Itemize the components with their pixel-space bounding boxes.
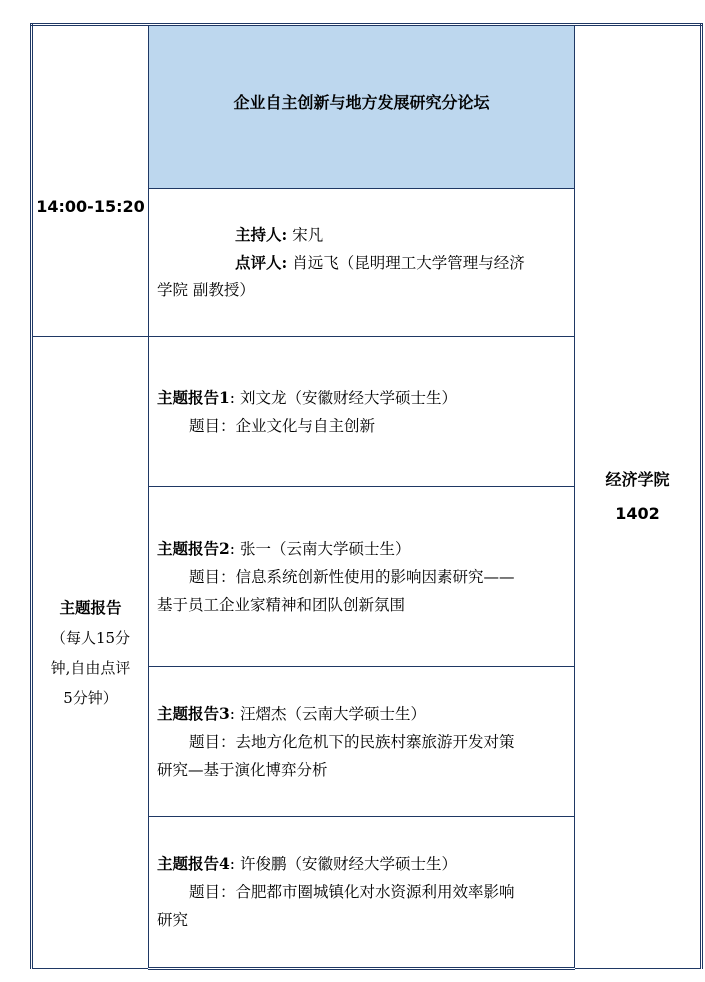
- host-label: 主持人: [235, 225, 282, 244]
- section-note-3: 5分钟）: [63, 688, 118, 707]
- schedule-table: [30, 23, 703, 970]
- report-4: [149, 817, 575, 969]
- room-name: 经济学院: [605, 470, 670, 489]
- report-2-head: 主题报告2: 张一（云南大学硕士生）: [157, 538, 411, 558]
- section-title: 主题报告: [59, 597, 122, 617]
- report-3-topic: 题目：去地方化危机下的民族村寨旅游开发对策: [189, 732, 515, 751]
- report-2: [149, 487, 575, 667]
- report-2-speaker: 张一（云南大学硕士生）: [239, 539, 411, 558]
- report-3-head: 主题报告3: 汪熠杰（云南大学硕士生）: [157, 703, 426, 723]
- report-4-speaker: 许俊鹏（安徽财经大学硕士生）: [239, 855, 457, 873]
- report-3-topic-cont: 研究—基于演化博弈分析: [157, 760, 328, 779]
- room-number: 1402: [615, 504, 660, 523]
- host-cell: [149, 189, 575, 337]
- session-title-text: 企业自主创新与地方发展研究分论坛: [233, 92, 490, 112]
- report-1-topic: 题目：企业文化与自主创新: [189, 416, 376, 435]
- section-note-2: 钟,自由点评: [50, 658, 131, 677]
- section-note-1: （每人15分: [50, 628, 131, 647]
- report-3: [149, 667, 575, 817]
- report-1-head: 主题报告1: 刘文龙（安徽财经大学硕士生）: [157, 387, 457, 407]
- room-cell: [575, 25, 702, 969]
- report-3-speaker: 汪熠杰（云南大学硕士生）: [239, 704, 426, 723]
- reviewer-line1: 肖远飞（昆明理工大学管理与经济: [292, 254, 525, 272]
- session-time: [32, 25, 149, 337]
- report-1-label: 主题报告1: [157, 387, 230, 407]
- report-4-head: 主题报告4: 许俊鹏（安徽财经大学硕士生）: [157, 854, 457, 873]
- report-3-label: 主题报告3: [157, 703, 230, 723]
- section-cell: [32, 337, 149, 969]
- session-title-row: [32, 25, 702, 189]
- report-4-topic: 题目：合肥都市圈城镇化对水资源利用效率影响: [189, 883, 515, 901]
- session-title: [149, 25, 575, 189]
- report-2-topic-cont: 基于员工企业家精神和团队创新氛围: [157, 595, 406, 614]
- reviewer-line: 点评人: 肖远飞（昆明理工大学管理与经济: [235, 253, 525, 272]
- report-2-label: 主题报告2: [157, 538, 230, 558]
- report-4-label: 主题报告4: [157, 854, 230, 873]
- reviewer-label: 点评人: [235, 253, 282, 272]
- schedule-sheet: [30, 23, 700, 967]
- report-1: [149, 337, 575, 487]
- host-line: 主持人: 宋凡: [235, 225, 324, 244]
- report-2-topic: 题目：信息系统创新性使用的影响因素研究——: [189, 567, 515, 586]
- host-name: 宋凡: [292, 226, 324, 244]
- report-1-speaker: 刘文龙（安徽财经大学硕士生）: [239, 388, 457, 407]
- session-time-text: 14:00-15:20: [36, 196, 145, 216]
- reviewer-line2: 学院 副教授）: [157, 281, 255, 299]
- report-4-topic-cont: 研究: [157, 911, 189, 929]
